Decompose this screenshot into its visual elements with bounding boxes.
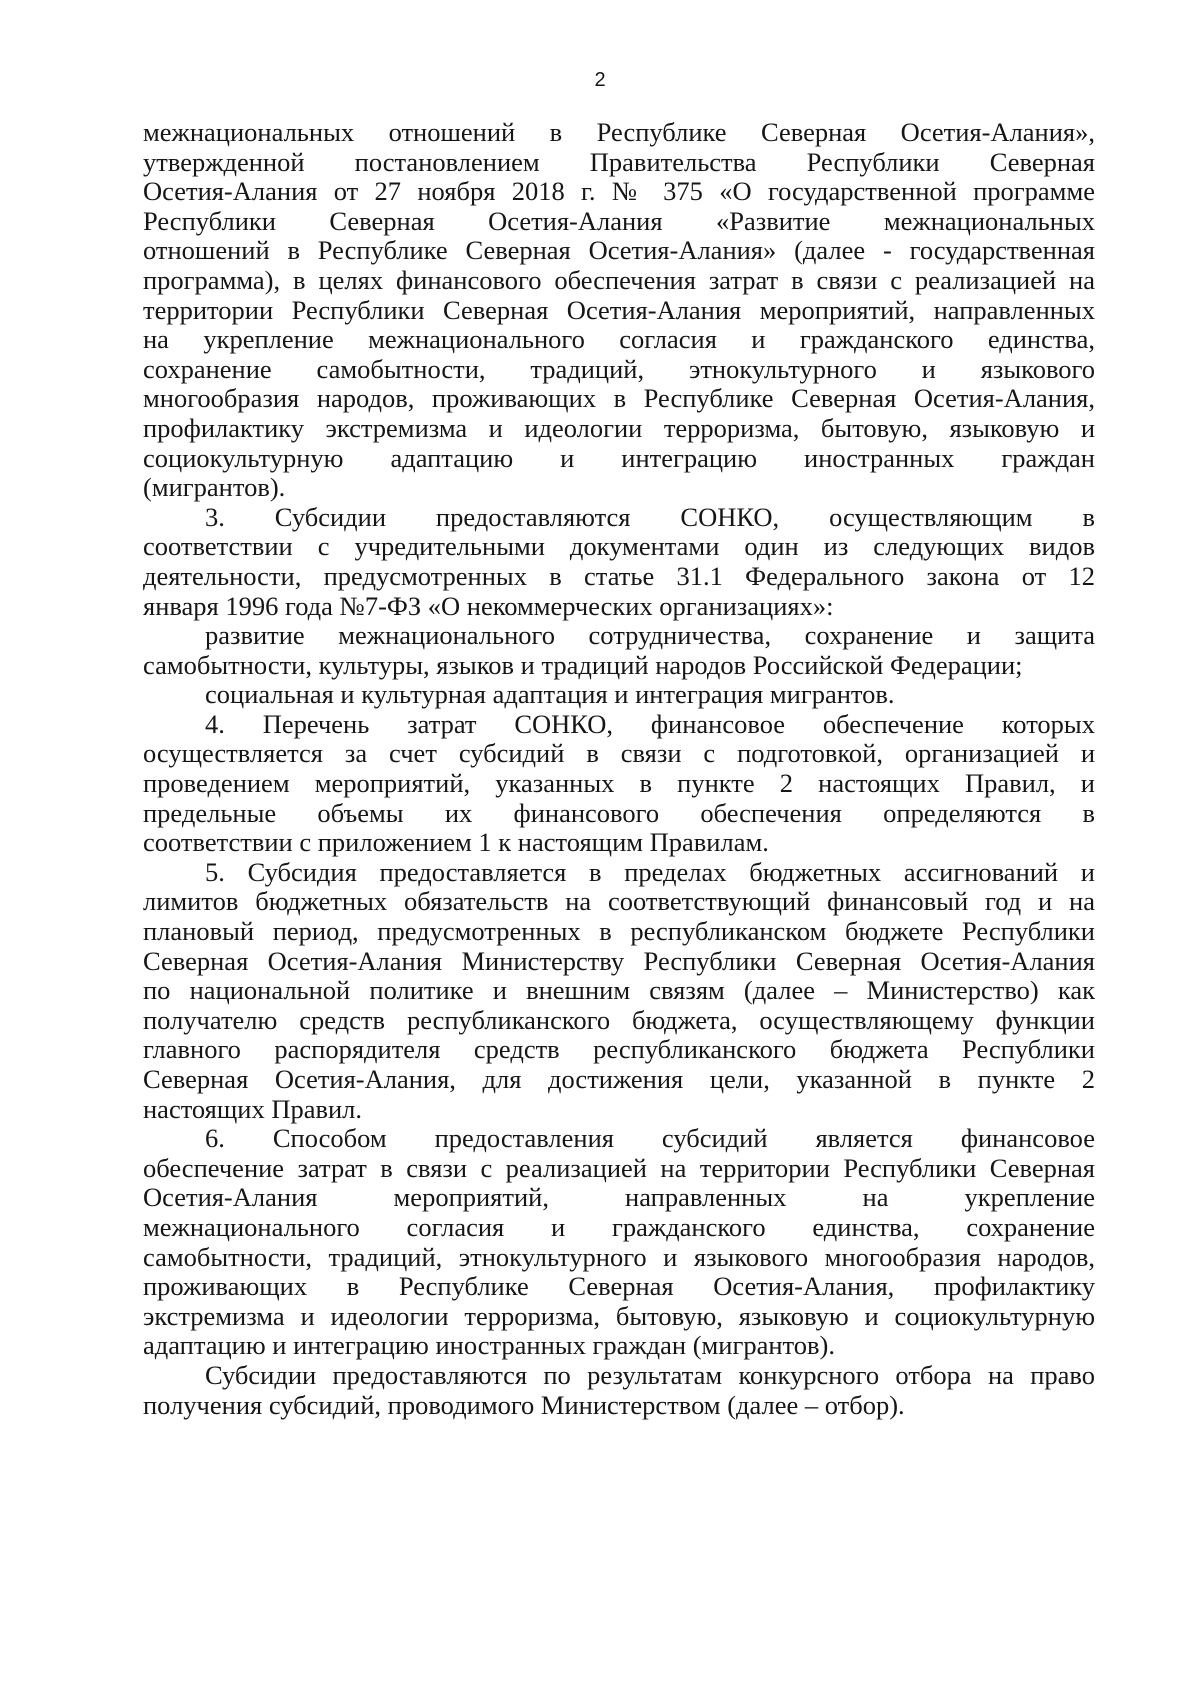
text-line: межнационального согласия и гражданского единства, сохранение (143, 1211, 1095, 1242)
text-line: экстремизма и идеологии терроризма, бытовую, языковую и социокультурную (143, 1300, 1095, 1331)
text-line: 5. Субсидия предоставляется в пределах бюджетных ассигнований и (205, 856, 1095, 887)
text-line: территории Республики Северная Осетия-Алания мероприятий, направленных (143, 294, 1095, 325)
text-line: многообразия народов, проживающих в Республике Северная Осетия-Алания, (143, 383, 1095, 414)
paragraph-continuation (143, 118, 1095, 503)
text-line: осуществляется за счет субсидий в связи с подготовкой, организацией и (143, 738, 1095, 769)
text-line: проведением мероприятий, указанных в пункте 2 настоящих Правил, и (143, 768, 1095, 799)
text-line: получателю средств республиканского бюджета, осуществляющему функции (143, 1004, 1095, 1035)
text-line: программа), в целях финансового обеспечения затрат в связи с реализацией на (143, 264, 1095, 295)
text-line: обеспечение затрат в связи с реализацией на территории Республики Северная (143, 1152, 1095, 1183)
document-body (143, 118, 1095, 1420)
clause-4 (143, 710, 1095, 858)
text-line: на укрепление межнационального согласия и гражданского единства, (143, 324, 1095, 355)
text-line: плановый период, предусмотренных в республиканском бюджете Республики (143, 916, 1095, 947)
text-line: отношений в Республике Северная Осетия-Алания» (далее - государственная (143, 235, 1095, 266)
text-line: профилактику экстремизма и идеологии терроризма, бытовую, языковую и (143, 412, 1095, 443)
clause-6-selection-note (143, 1361, 1095, 1420)
text-line: утвержденной постановлением Правительства Республики Северная (143, 146, 1095, 177)
text-line: социокультурную адаптацию и интеграцию иностранных граждан (143, 442, 1095, 473)
text-line: Северная Осетия-Алания, для достижения цели, указанной в пункте 2 (143, 1064, 1095, 1094)
text-line: (мигрантов). (143, 472, 286, 503)
text-line: Северная Осетия-Алания Министерству Республики Северная Осетия-Алания (143, 945, 1095, 976)
text-line: настоящих Правил. (143, 1093, 363, 1124)
text-line: 4. Перечень затрат СОНКО, финансовое обеспечение которых (205, 708, 1095, 739)
text-line: 6. Способом предоставления субсидий является финансовое (205, 1123, 1095, 1154)
text-line: по национальной политике и внешним связям (далее – Министерство) как (143, 975, 1095, 1006)
text-line: получения субсидий, проводимого Министерством (далее – отбор). (143, 1389, 905, 1420)
text-line: адаптацию и интеграцию иностранных граждан (мигрантов). (143, 1330, 835, 1361)
text-line: 3. Субсидии предоставляются СОНКО, осуществляющим в (205, 501, 1095, 532)
text-line: лимитов бюджетных обязательств на соответствующий финансовый год и на (143, 886, 1095, 917)
text-line: главного распорядителя средств республиканского бюджета Республики (143, 1034, 1095, 1065)
text-line: соответствии с учредительными документами один из следующих видов (143, 531, 1095, 562)
text-line: проживающих в Республике Северная Осетия-Алания, профилактику (143, 1271, 1095, 1302)
clause-5 (143, 858, 1095, 1124)
text-line: развитие межнационального сотрудничества, сохранение и защита (205, 620, 1095, 651)
clause-3 (143, 503, 1095, 621)
text-line: Осетия-Алания мероприятий, направленных на укрепление (143, 1182, 1095, 1213)
text-line: Республики Северная Осетия-Алания «Развитие межнациональных (143, 205, 1095, 236)
text-line: самобытности, традиций, этнокультурного и языкового многообразия народов, (143, 1241, 1095, 1272)
text-line: соответствии с приложением 1 к настоящим Правилам. (143, 827, 769, 858)
clause-3-item-2 (143, 680, 1095, 710)
text-line: социальная и культурная адаптация и интеграция мигрантов. (205, 679, 895, 710)
text-line: межнациональных отношений в Республике Северная Осетия-Алания», (143, 117, 1095, 147)
text-line: Субсидии предоставляются по результатам конкурсного отбора на право (205, 1359, 1095, 1390)
text-line: самобытности, культуры, языков и традиций народов Российской Федерации; (143, 649, 1023, 680)
clause-6 (143, 1124, 1095, 1361)
clause-3-item-1 (143, 621, 1095, 680)
page-number: 2 (594, 69, 606, 91)
text-line: января 1996 года №7-ФЗ «О некоммерческих организациях»: (143, 590, 834, 621)
text-line: Осетия-Алания от 27 ноября 2018 г. № 375 «О государственной программе (143, 176, 1095, 207)
text-line: сохранение самобытности, традиций, этнокультурного и языкового (143, 353, 1095, 384)
text-line: предельные объемы их финансового обеспечения определяются в (143, 797, 1095, 828)
text-line: деятельности, предусмотренных в статье 31.1 Федерального закона от 12 (143, 560, 1095, 591)
